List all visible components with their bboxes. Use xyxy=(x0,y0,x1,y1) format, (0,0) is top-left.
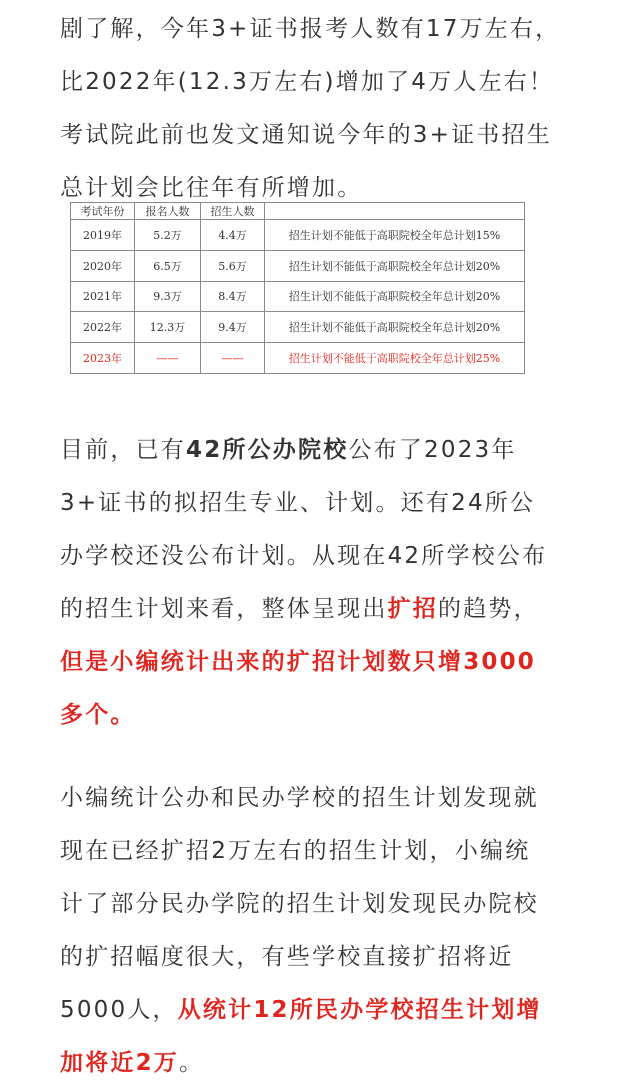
table-row-highlight xyxy=(71,343,525,374)
table-row xyxy=(71,312,525,343)
cell-note: 招生计划不能低于高职院校全年总计划15% xyxy=(265,220,525,251)
text-line xyxy=(60,984,590,1037)
cell-applicants: 5.2万 xyxy=(135,220,201,251)
cell-note: 招生计划不能低于高职院校全年总计划20% xyxy=(265,281,525,312)
cell-applicants: —— xyxy=(135,343,201,374)
cell-enrolled: 5.6万 xyxy=(201,250,265,281)
red-highlight-line: 多个。 xyxy=(60,702,136,728)
cell-enrolled: —— xyxy=(201,343,265,374)
text-line xyxy=(60,583,590,636)
cell-year: 2023年 xyxy=(71,343,135,374)
cell-enrolled: 8.4万 xyxy=(201,281,265,312)
cell-note: 招生计划不能低于高职院校全年总计划25% xyxy=(265,343,525,374)
text-line: 现在已经扩招2万左右的招生计划，小编统 xyxy=(60,838,531,864)
text-segment: 公布了2023年 xyxy=(348,437,517,463)
intro-paragraph xyxy=(60,3,590,215)
text-segment: 目前，已有 xyxy=(60,437,186,463)
text-line: 计了部分民办学院的招生计划发现民办院校 xyxy=(60,891,539,917)
table-row xyxy=(71,220,525,251)
text-line: 3+证书的拟招生专业、计划。还有24所公 xyxy=(60,490,536,516)
cell-year: 2019年 xyxy=(71,220,135,251)
text-segment: 的招生计划来看，整体呈现出 xyxy=(60,596,388,622)
text-segment: 的趋势， xyxy=(438,596,539,622)
text-segment: 5000人， xyxy=(60,997,178,1023)
text-line: 总计划会比往年有所增加。 xyxy=(60,175,363,201)
cell-note: 招生计划不能低于高职院校全年总计划20% xyxy=(265,312,525,343)
header-year: 考试年份 xyxy=(71,203,135,220)
cell-enrolled: 4.4万 xyxy=(201,220,265,251)
cell-note: 招生计划不能低于高职院校全年总计划20% xyxy=(265,250,525,281)
header-note xyxy=(265,203,525,220)
cell-applicants: 6.5万 xyxy=(135,250,201,281)
red-highlight: 扩招 xyxy=(387,596,439,622)
red-highlight-line: 但是小编统计出来的扩招计划数只增3000 xyxy=(60,649,537,675)
text-line: 考试院此前也发文通知说今年的3+证书招生 xyxy=(60,122,552,148)
red-highlight: 加将近2万 xyxy=(60,1050,180,1076)
text-line: 办学校还没公布计划。从现在42所学校公布 xyxy=(60,543,548,569)
table-row xyxy=(71,250,525,281)
cell-year: 2021年 xyxy=(71,281,135,312)
cell-applicants: 9.3万 xyxy=(135,281,201,312)
text-line: 剧了解，今年3+证书报考人数有17万左右， xyxy=(60,16,561,42)
header-applicants: 报名人数 xyxy=(135,203,201,220)
text-line: 的扩招幅度很大，有些学校直接扩招将近 xyxy=(60,944,514,970)
red-highlight: 从统计12所民办学校招生计划增 xyxy=(177,997,542,1023)
text-line xyxy=(60,424,590,477)
text-line: 小编统计公办和民办学校的招生计划发现就 xyxy=(60,785,539,811)
cell-applicants: 12.3万 xyxy=(135,312,201,343)
cell-year: 2022年 xyxy=(71,312,135,343)
enrollment-table xyxy=(70,202,525,374)
cell-enrolled: 9.4万 xyxy=(201,312,265,343)
table-header-row xyxy=(71,203,525,220)
text-line: 比2022年(12.3万左右)增加了4万人左右！ xyxy=(60,69,555,95)
table-row xyxy=(71,281,525,312)
private-schools-paragraph xyxy=(60,772,590,1090)
bold-highlight: 42所公办院校 xyxy=(186,437,349,463)
text-line xyxy=(60,1037,590,1090)
text-segment: 。 xyxy=(179,1050,205,1076)
header-enrolled: 招生人数 xyxy=(201,203,265,220)
cell-year: 2020年 xyxy=(71,250,135,281)
public-schools-paragraph xyxy=(60,424,590,742)
